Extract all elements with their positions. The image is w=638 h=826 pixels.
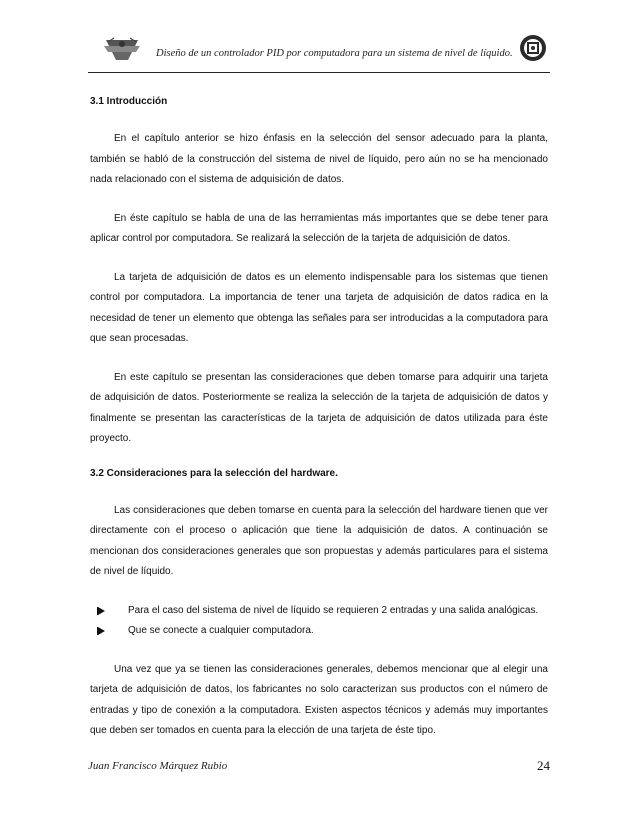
arrow-bullet-icon xyxy=(98,607,105,615)
header-divider xyxy=(88,72,550,73)
list-item-text: Que se conecte a cualquier computadora. xyxy=(128,625,314,636)
paragraph: En éste capítulo se habla de una de las herramientas más importantes que se debe tener para aplicar control por computadora. Se realizará la selección de la tarjeta de adquisición de datos. xyxy=(90,212,548,244)
section-heading-hardware: 3.2 Consideraciones para la selección del hardware. xyxy=(90,467,338,479)
considerations-list xyxy=(90,601,548,642)
footer-author: Juan Francisco Márquez Rubio xyxy=(88,760,228,772)
paragraph: Una vez que ya se tienen las consideraciones generales, debemos mencionar que al elegir una tarjeta de adquisición de datos, los fabricantes no solo caracterizan sus productos con el número de entradas y tipo de conexión a la computadora. Existen aspectos técnicos y además muy importantes que deben ser tomados en cuenta para la elección de una tarjeta de éste tipo. xyxy=(90,663,548,736)
paragraph: En este capítulo se presentan las consideraciones que deben tomarse para adquirir una tarjeta de adquisición de datos. Posteriormente se realiza la selección de la tarjeta de adquisición de datos y finalmente se presentan las características de la tarjeta de adquisición de datos utilizada para éste proyecto. xyxy=(90,371,548,444)
arrow-bullet-icon xyxy=(98,627,105,635)
paragraph: Las consideraciones que deben tomarse en cuenta para la selección del hardware tienen que ver directamente con el proceso o aplicación que tiene la adquisición de datos. A continuación se mencionan dos consideraciones generales que son propuestas y además particulares para el sistema de nivel de líquido. xyxy=(90,504,548,577)
page-number: 24 xyxy=(537,758,550,773)
list-item xyxy=(90,621,548,642)
institution-seal-icon xyxy=(518,32,548,64)
section-heading-introduccion: 3.1 Introducción xyxy=(90,96,168,107)
list-item-text: Para el caso del sistema de nivel de líquido se requieren 2 entradas y una salida analógicas. xyxy=(128,604,539,616)
paragraph: En el capítulo anterior se hizo énfasis en la selección del sensor adecuado para la planta, también se habló de la construcción del sistema de nivel de líquido, pero aún no se ha mencionado nada relacionado con el sistema de adquisición de datos. xyxy=(90,133,548,185)
document-body xyxy=(90,96,548,742)
list-item xyxy=(90,601,548,622)
page-header xyxy=(88,26,550,74)
paragraph: La tarjeta de adquisición de datos es un elemento indispensable para los sistemas que tienen control por computadora. La importancia de tener una tarjeta de adquisición de datos radica en la necesidad de tener un elemento que obtenga las señales para ser introducidas a la computadora para que sean procesadas. xyxy=(90,271,548,344)
page-footer xyxy=(88,758,550,778)
header-title: Diseño de un controlador PID por computadora para un sistema de nivel de líquido. xyxy=(156,48,513,59)
university-crest-icon xyxy=(102,36,142,62)
